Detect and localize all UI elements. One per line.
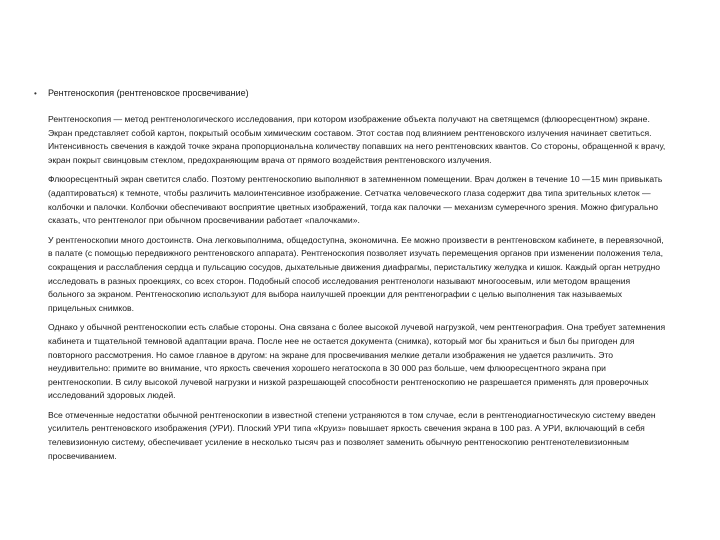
paragraph-screen-adaptation: Флюоресцентный экран светится слабо. Поэтому рентгеноскопию выполняют в затемненном помещении. Врач должен в течение 10 —15 мин привыкать (адаптироваться) к темноте, чтобы различить малоинтенсивное изображение. Сетчатка человеческого глаза содержит два типа зрительных клеток — колбочки и палочки. Колбочки обеспечивают восприятие цветных изображений, тогда как палочки — механизм сумеречного зрения. Можно фигурально сказать, что рентгенолог при обычном просвечивании работает «палочками». bbox=[48, 174, 663, 226]
body-text bbox=[48, 113, 668, 469]
slide-title: Рентгеноскопия (рентгеновское просвечивание) bbox=[48, 88, 249, 98]
bullet-marker: • bbox=[34, 89, 37, 98]
paragraph-definition: Рентгеноскопия — метод рентгенологического исследования, при котором изображение объекта получают на светящемся (флюоресцентном) экране. Экран представляет собой картон, покрытый особым химическим составом. Этот состав под влиянием рентгеновского излучения начинает светиться. Интенсивность свечения в каждой точке экрана пропорциональна количеству попавших на него рентгеновских квантов. Со стороны, обращенной к врачу, экран покрыт свинцовым стеклом, предохраняющим врача от прямого воздействия рентгеновского излучения. bbox=[48, 114, 666, 165]
paragraph-advantages: У рентгеноскопии много достоинств. Она легковыполнима, общедоступна, экономична. Ее можно произвести в рентгеновском кабинете, в перевязочной, в палате (с помощью передвижного рентгеновского аппарата). Рентгеноскопия позволяет изучать перемещения органов при изменении положения тела, сокращения и расслабления сердца и пульсацию сосудов, дыхательные движения диафрагмы, перистальтику желудка и кишок. Каждый орган нетрудно исследовать в разных проекциях, со всех сторон. Подобный способ исследования рентгенологи называют многоосевым, или методом вращения больного за экраном. Рентгеноскопию используют для выбора наилучшей проекции для рентгенографии с целью выполнения так называемых прицельных снимков. bbox=[48, 234, 664, 313]
paragraph-disadvantages: Однако у обычной рентгеноскопии есть слабые стороны. Она связана с более высокой лучевой нагрузкой, чем рентгенография. Она требует затемнения кабинета и тщательной темновой адаптации врача. После нее не остается документа (снимка), который мог бы храниться и был бы пригоден для повторного рассмотрения. Но самое главное в другом: на экране для просвечивания мелкие детали изображения не удается различить. Это неудивительно: примите во внимание, что яркость свечения хорошего негатоскопа в 30 000 раз больше, чем флюоресцентного экрана при рентгеноскопии. В силу высокой лучевой нагрузки и низкой разрешающей способности рентгеноскопию не разрешается применять для проверочных исследований здоровых людей. bbox=[48, 322, 666, 401]
paragraph-image-intensifier: Все отмеченные недостатки обычной рентгеноскопии в известной степени устраняются в том случае, если в рентгенодиагностическую систему введен усилитель рентгеновского изображения (УРИ). Плоский УРИ типа «Круиз» повышает яркость свечения экрана в 100 раз. А УРИ, включающий в себя телевизионную систему, обеспечивает усиление в несколько тысяч раз и позволяет заменить обычную рентгеноскопию рентгенотелевизионным просвечиванием. bbox=[48, 409, 656, 461]
